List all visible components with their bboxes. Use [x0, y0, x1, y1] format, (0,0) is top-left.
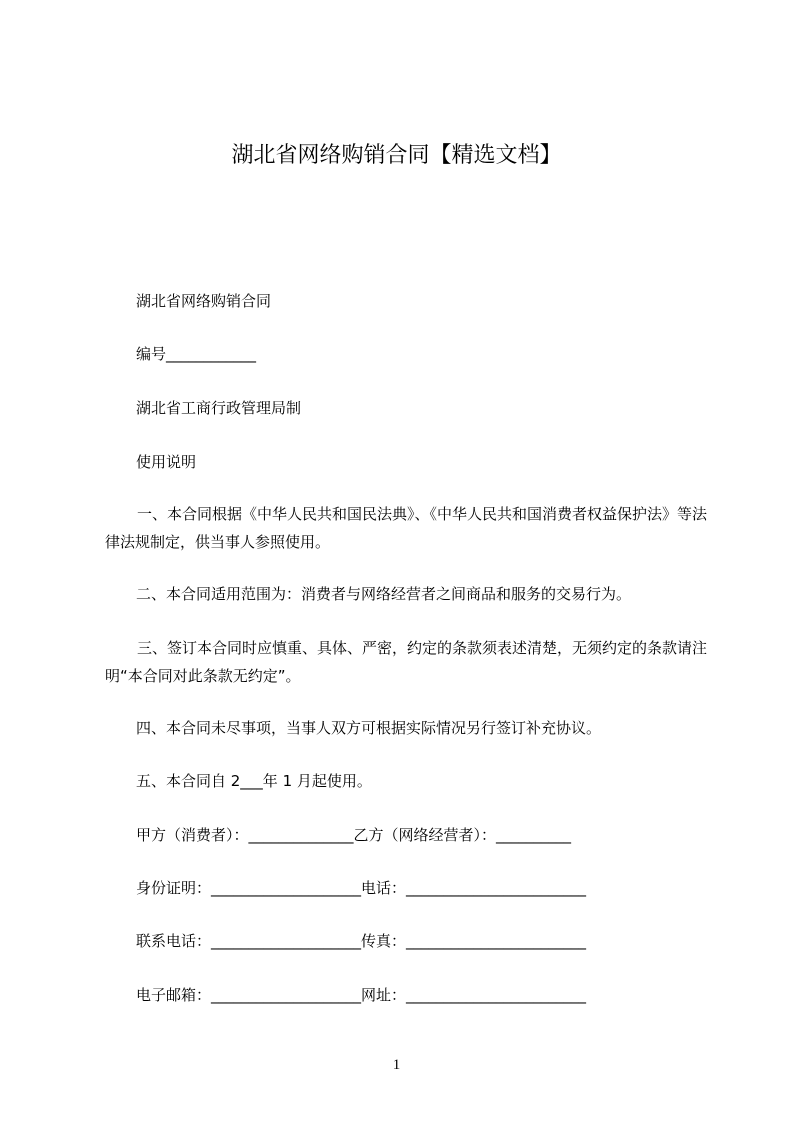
party-line-id-phone: 身份证明：____________________电话：________________________ [136, 879, 587, 897]
clause-5: 五、本合同自 2___年 1 月起使用。 [136, 772, 372, 790]
party-line-email-website: 电子邮箱：____________________网址：________________________ [136, 986, 587, 1004]
clause-4: 四、本合同未尽事项，当事人双方可根据实际情况另行签订补充协议。 [136, 719, 602, 737]
issuer-line: 湖北省工商行政管理局制 [136, 399, 302, 417]
clause-3: 三、签订本合同时应慎重、具体、严密，约定的条款须表述清楚，无须约定的条款请注明“本合同对此条款无约定”。 [105, 639, 708, 685]
party-line-parties: 甲方（消费者）：______________乙方（网络经营者）：__________ [136, 826, 572, 844]
party-line-contact-fax: 联系电话：____________________传真：________________________ [136, 932, 587, 950]
page-number: 1 [392, 1057, 401, 1073]
clause-1: 一、本合同根据《中华人民共和国民法典》、《中华人民共和国消费者权益保护法》等法律法规制定，供当事人参照使用。 [105, 505, 708, 551]
contract-number-line: 编号____________ [136, 345, 257, 363]
contract-name: 湖北省网络购销合同 [136, 292, 272, 310]
instructions-heading: 使用说明 [136, 453, 197, 471]
document-title: 湖北省网络购销合同【精选文档】 [231, 143, 562, 168]
clause-2: 二、本合同适用范围为：消费者与网络经营者之间商品和服务的交易行为。 [136, 585, 632, 603]
